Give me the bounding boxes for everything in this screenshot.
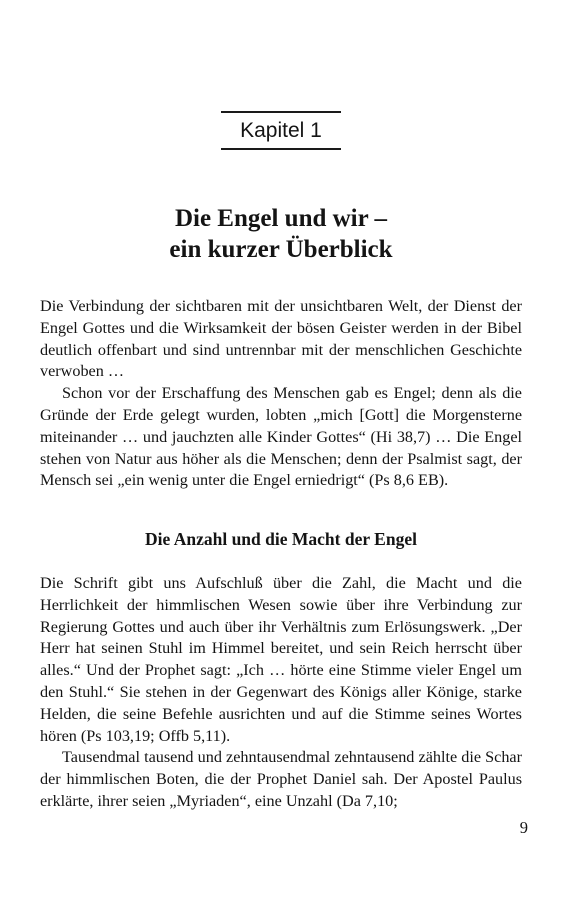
chapter-rule-top	[221, 111, 341, 113]
chapter-title-line-2: ein kurzer Überblick	[169, 236, 393, 263]
body-paragraph: Die Schrift gibt uns Aufschluß über die Zahl, die Macht und die Herrlichkeit der himmlischen Wesen sowie über ihre Verbindung zur Regierung Gottes und auch über ihr Verhältnis zum Erlösungswerk. „Der Herr hat seinen Stuhl im Himmel bereitet, und sein Reich herrscht über alles.“ Und der Prophet sagt: „Ich … hörte eine Stimme vieler Engel um den Stuhl.“ Sie stehen in der Gegenwart des Königs aller Könige, starke Helden, die seine Befehle ausrichten und auf die Stimme seines Wortes hören (Ps 103,19; Offb 5,11).	[40, 574, 522, 745]
chapter-label: Kapitel 1	[240, 119, 322, 142]
page-number: 9	[519, 818, 528, 837]
intro-section	[40, 296, 522, 492]
chapter-rule-bottom	[221, 148, 341, 150]
body-paragraph: Die Verbindung der sichtbaren mit der unsichtbaren Welt, der Dienst der Engel Gottes und die Wirksamkeit der bösen Geister werden in der Bibel deutlich offenbart und sind untrennbar mit der menschlichen Geschichte verwoben …	[40, 297, 522, 381]
chapter-title	[60, 203, 502, 265]
section-heading: Die Anzahl und die Macht der Engel	[145, 529, 417, 549]
chapter-title-line-1: Die Engel und wir –	[174, 205, 388, 232]
angels-section	[40, 573, 522, 813]
body-paragraph: Tausendmal tausend und zehntausendmal zehntausend zählte die Schar der himmlischen Boten, die der Prophet Daniel sah. Der Apostel Paulus erklärte, ihrer seien „Myriaden“, eine Unzahl (Da 7,10;	[40, 748, 522, 810]
body-paragraph: Schon vor der Erschaffung des Menschen gab es Engel; denn als die Gründe der Erde gelegt wurden, lobten „mich [Gott] die Morgensterne miteinander … und jauchzten alle Kinder Gottes“ (Hi 38,7) … Die Engel stehen von Natur aus höher als die Menschen; denn der Psalmist sagt, der Mensch sei „ein wenig unter die Engel erniedrigt“ (Ps 8,6 EB).	[40, 384, 522, 490]
